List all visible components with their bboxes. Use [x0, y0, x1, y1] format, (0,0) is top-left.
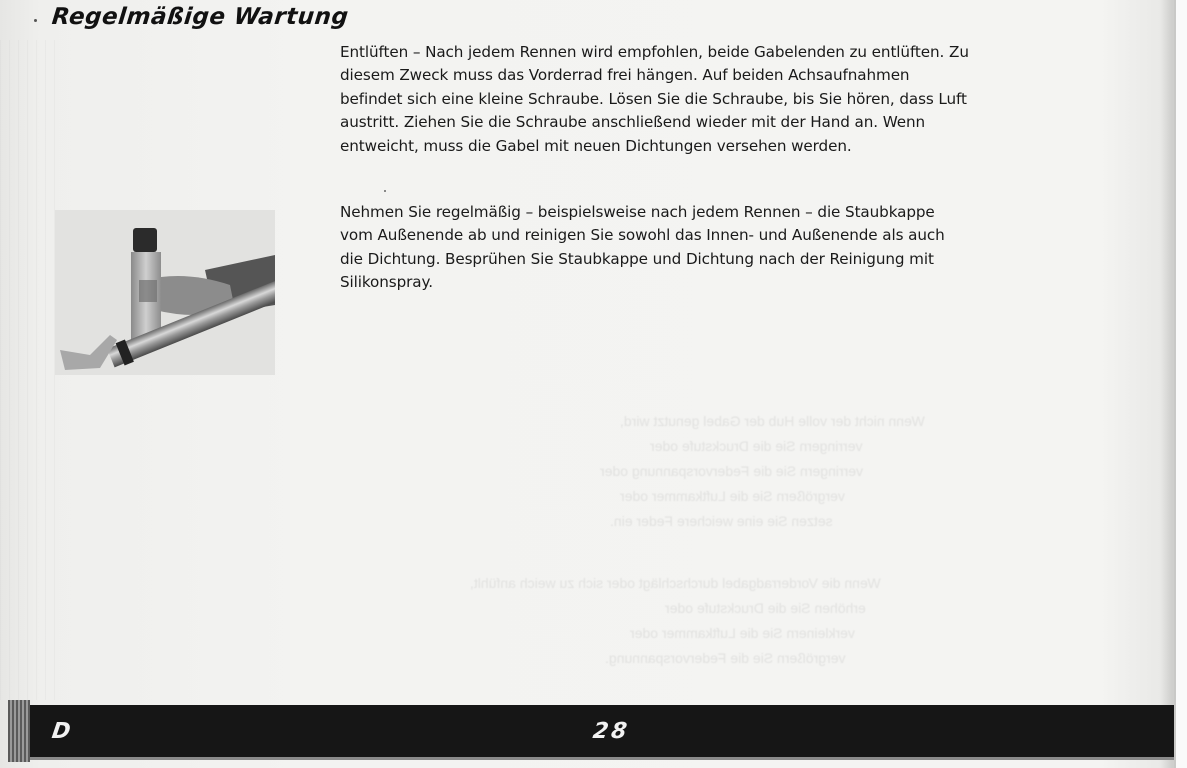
- paragraph-cleaning: [340, 201, 1120, 295]
- text-line: befindet sich eine kleine Schraube. Lösen Sie die Schraube, bis Sie hören, dass Luft: [340, 89, 967, 108]
- spray-can-label: [139, 280, 157, 302]
- text-line: die Dichtung. Besprühen Sie Staubkappe und Dichtung nach der Reinigung mit: [340, 249, 934, 268]
- bleed-line: Wenn die Vorderradgabel durchschlägt oder sich zu weich anfühlt,: [470, 575, 881, 591]
- binding-gutter: [0, 40, 55, 700]
- page-title: Regelmäßige Wartung: [50, 4, 350, 30]
- bleed-line: erhöhen Sie die Druckstufe oder: [665, 600, 866, 616]
- text-line: entweicht, muss die Gabel mit neuen Dichtungen versehen werden.: [340, 136, 852, 155]
- spray-can-cap: [133, 228, 157, 252]
- title-bullet-mark: [34, 19, 37, 22]
- page-number: 28: [591, 719, 632, 744]
- text-line: diesem Zweck muss das Vorderrad frei hängen. Auf beiden Achsaufnahmen: [340, 66, 910, 85]
- bleed-line: setzen Sie eine weichere Feder ein.: [610, 513, 833, 529]
- bleed-line: verringern Sie die Federvorspannung oder: [600, 463, 864, 479]
- bleed-line: verkleinern Sie die Luftkammer oder: [630, 625, 855, 641]
- bleed-line: vergrößern Sie die Luftkammer oder: [620, 488, 845, 504]
- page-edge: [1174, 0, 1187, 768]
- print-speck: [384, 190, 386, 192]
- footer-bar: [8, 705, 1174, 760]
- bleed-line: vergrößern Sie die Federvorspannung.: [605, 650, 846, 666]
- paragraph-venting: [340, 41, 1120, 158]
- bleed-line: verringern Sie die Druckstufe oder: [650, 438, 863, 454]
- language-code: D: [50, 719, 73, 744]
- text-line: vom Außenende ab und reinigen Sie sowohl das Innen- und Außenende als auch: [340, 226, 945, 245]
- photo-fork-spray: [55, 210, 275, 375]
- text-line: Nehmen Sie regelmäßig – beispielsweise nach jedem Rennen – die Staubkappe: [340, 203, 935, 221]
- text-line: Entlüften – Nach jedem Rennen wird empfohlen, beide Gabelenden zu entlüften. Zu: [340, 43, 969, 61]
- text-line: austritt. Ziehen Sie die Schraube anschließend wieder mit der Hand an. Wenn: [340, 113, 926, 132]
- photo-illustration: [55, 210, 275, 375]
- bleed-line: Wenn nicht der volle Hub der Gabel genutzt wird,: [620, 413, 925, 429]
- footer-edge-texture: [8, 700, 30, 762]
- text-line: Silikonspray.: [340, 273, 433, 292]
